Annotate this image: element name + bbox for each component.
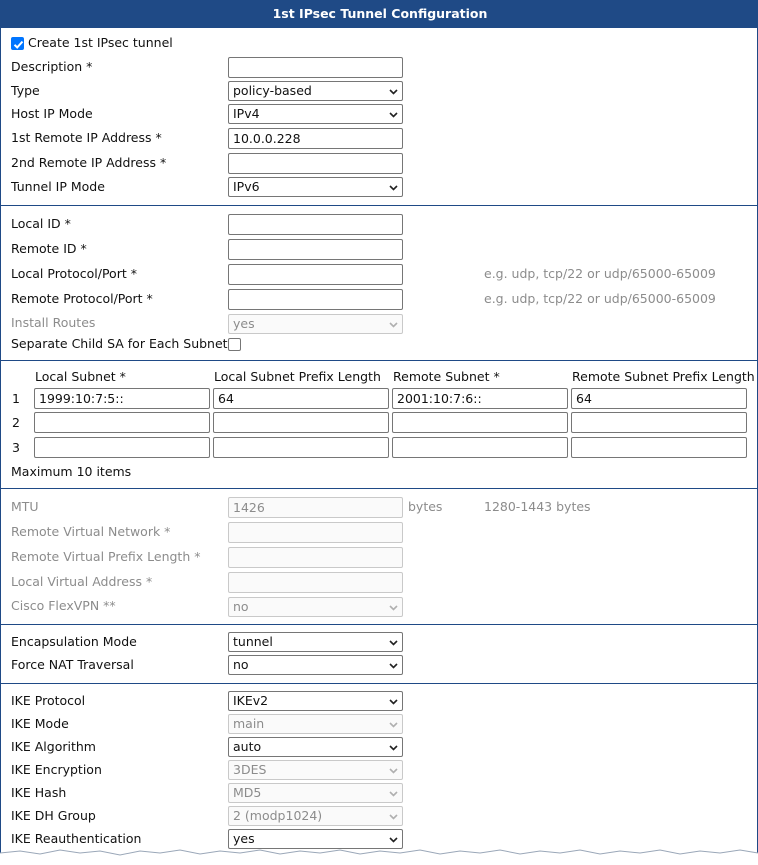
separate-sa-label[interactable]: Separate Child SA for Each Subnet bbox=[11, 336, 228, 351]
ike-algorithm-value: auto bbox=[233, 739, 262, 754]
remote-virtual-network-input bbox=[228, 522, 403, 543]
install-routes-select bbox=[228, 314, 403, 334]
remote-proto-input[interactable] bbox=[228, 289, 403, 310]
mtu-unit: bytes bbox=[408, 499, 443, 514]
local-subnet-input[interactable] bbox=[34, 437, 210, 458]
section-divider bbox=[1, 205, 758, 206]
ike-dh-group-value: 2 (modp1024) bbox=[233, 808, 323, 823]
local-virtual-address-label: Local Virtual Address * bbox=[11, 574, 153, 589]
ike-protocol-label: IKE Protocol bbox=[11, 693, 86, 708]
host-ip-mode-value: IPv4 bbox=[233, 106, 260, 121]
ike-mode-value: main bbox=[233, 716, 265, 731]
description-label: Description * bbox=[11, 59, 93, 74]
chevron-down-icon bbox=[389, 638, 398, 647]
check-icon bbox=[12, 38, 25, 51]
ike-algorithm-label: IKE Algorithm bbox=[11, 739, 96, 754]
force-nat-value: no bbox=[233, 657, 249, 672]
mtu-label: MTU bbox=[11, 499, 39, 514]
ike-protocol-select[interactable] bbox=[228, 691, 403, 711]
force-nat-select[interactable] bbox=[228, 655, 403, 675]
section-divider bbox=[1, 488, 758, 489]
ike-mode-label: IKE Mode bbox=[11, 716, 69, 731]
ike-reauth-value: yes bbox=[233, 831, 255, 846]
ike-hash-value: MD5 bbox=[233, 785, 262, 800]
chevron-down-icon bbox=[389, 766, 398, 775]
type-select[interactable] bbox=[228, 81, 403, 101]
create-tunnel-checkbox[interactable] bbox=[11, 37, 24, 50]
col-remote-prefix: Remote Subnet Prefix Length bbox=[572, 369, 755, 384]
ike-mode-select bbox=[228, 714, 403, 734]
ike-reauth-label: IKE Reauthentication bbox=[11, 831, 142, 846]
local-subnet-input[interactable] bbox=[34, 412, 210, 433]
chevron-down-icon bbox=[389, 720, 398, 729]
ike-encryption-value: 3DES bbox=[233, 762, 267, 777]
chevron-down-icon bbox=[389, 789, 398, 798]
encap-mode-select[interactable] bbox=[228, 632, 403, 652]
col-local-subnet: Local Subnet * bbox=[35, 369, 126, 384]
remote-ip2-input[interactable] bbox=[228, 153, 403, 174]
remote-prefix-input[interactable] bbox=[571, 412, 747, 433]
separate-sa-checkbox[interactable] bbox=[228, 338, 241, 351]
chevron-down-icon bbox=[389, 183, 398, 192]
tunnel-ip-mode-label: Tunnel IP Mode bbox=[11, 179, 105, 194]
section-divider bbox=[1, 683, 758, 684]
ike-algorithm-select[interactable] bbox=[228, 737, 403, 757]
chevron-down-icon bbox=[389, 812, 398, 821]
ike-dh-group-label: IKE DH Group bbox=[11, 808, 96, 823]
ike-encryption-label: IKE Encryption bbox=[11, 762, 102, 777]
chevron-down-icon bbox=[389, 743, 398, 752]
local-virtual-address-input bbox=[228, 572, 403, 593]
chevron-down-icon bbox=[389, 87, 398, 96]
install-routes-value: yes bbox=[233, 316, 255, 331]
col-remote-subnet: Remote Subnet * bbox=[393, 369, 500, 384]
section-divider bbox=[1, 360, 758, 361]
local-id-input[interactable] bbox=[228, 214, 403, 235]
remote-prefix-input[interactable] bbox=[571, 437, 747, 458]
local-proto-input[interactable] bbox=[228, 264, 403, 285]
chevron-down-icon bbox=[389, 835, 398, 844]
local-prefix-input[interactable] bbox=[213, 437, 389, 458]
remote-virtual-prefix-label: Remote Virtual Prefix Length * bbox=[11, 549, 201, 564]
tunnel-ip-mode-select[interactable] bbox=[228, 177, 403, 197]
remote-subnet-input[interactable] bbox=[392, 412, 568, 433]
tunnel-ip-mode-value: IPv6 bbox=[233, 179, 260, 194]
encap-mode-label: Encapsulation Mode bbox=[11, 634, 137, 649]
type-label: Type bbox=[11, 83, 40, 98]
description-input[interactable] bbox=[228, 57, 403, 78]
ike-protocol-value: IKEv2 bbox=[233, 693, 269, 708]
row-number: 3 bbox=[12, 440, 20, 455]
local-prefix-input[interactable] bbox=[213, 412, 389, 433]
encap-mode-value: tunnel bbox=[233, 634, 273, 649]
remote-proto-hint: e.g. udp, tcp/22 or udp/65000-65009 bbox=[484, 291, 716, 306]
chevron-down-icon bbox=[389, 661, 398, 670]
chevron-down-icon bbox=[389, 697, 398, 706]
local-proto-label: Local Protocol/Port * bbox=[11, 266, 137, 281]
host-ip-mode-label: Host IP Mode bbox=[11, 106, 93, 121]
ike-hash-select bbox=[228, 783, 403, 803]
remote-id-label: Remote ID * bbox=[11, 241, 87, 256]
section-divider bbox=[1, 624, 758, 625]
cisco-flexvpn-select bbox=[228, 597, 403, 617]
remote-virtual-prefix-input bbox=[228, 547, 403, 568]
create-tunnel-label[interactable]: Create 1st IPsec tunnel bbox=[28, 35, 173, 50]
local-proto-hint: e.g. udp, tcp/22 or udp/65000-65009 bbox=[484, 266, 716, 281]
remote-ip1-label: 1st Remote IP Address * bbox=[11, 130, 162, 145]
mtu-hint: 1280-1443 bytes bbox=[484, 499, 591, 514]
mtu-input: 1426 bbox=[228, 497, 403, 518]
remote-ip2-label: 2nd Remote IP Address * bbox=[11, 155, 167, 170]
remote-subnet-input[interactable] bbox=[392, 437, 568, 458]
remote-virtual-network-label: Remote Virtual Network * bbox=[11, 524, 171, 539]
chevron-down-icon bbox=[389, 320, 398, 329]
local-prefix-input[interactable]: 64 bbox=[213, 388, 389, 409]
local-subnet-input[interactable]: 1999:10:7:5:: bbox=[34, 388, 210, 409]
install-routes-label: Install Routes bbox=[11, 315, 96, 330]
cisco-flexvpn-label: Cisco FlexVPN ** bbox=[11, 598, 116, 613]
torn-edge bbox=[0, 845, 758, 865]
local-id-label: Local ID * bbox=[11, 216, 71, 231]
ike-dh-group-select bbox=[228, 806, 403, 826]
remote-id-input[interactable] bbox=[228, 239, 403, 260]
type-select-value: policy-based bbox=[233, 83, 312, 98]
remote-subnet-input[interactable]: 2001:10:7:6:: bbox=[392, 388, 568, 409]
remote-proto-label: Remote Protocol/Port * bbox=[11, 291, 153, 306]
force-nat-label: Force NAT Traversal bbox=[11, 657, 134, 672]
host-ip-mode-select[interactable] bbox=[228, 104, 403, 124]
cisco-flexvpn-value: no bbox=[233, 599, 249, 614]
row-number: 1 bbox=[12, 391, 20, 406]
row-number: 2 bbox=[12, 415, 20, 430]
ike-encryption-select bbox=[228, 760, 403, 780]
chevron-down-icon bbox=[389, 603, 398, 612]
panel-title: 1st IPsec Tunnel Configuration bbox=[1, 0, 758, 28]
remote-ip1-input[interactable]: 10.0.0.228 bbox=[228, 128, 403, 149]
ike-hash-label: IKE Hash bbox=[11, 785, 67, 800]
chevron-down-icon bbox=[389, 110, 398, 119]
remote-prefix-input[interactable]: 64 bbox=[571, 388, 747, 409]
col-local-prefix: Local Subnet Prefix Length bbox=[214, 369, 381, 384]
max-items-note: Maximum 10 items bbox=[11, 464, 132, 479]
